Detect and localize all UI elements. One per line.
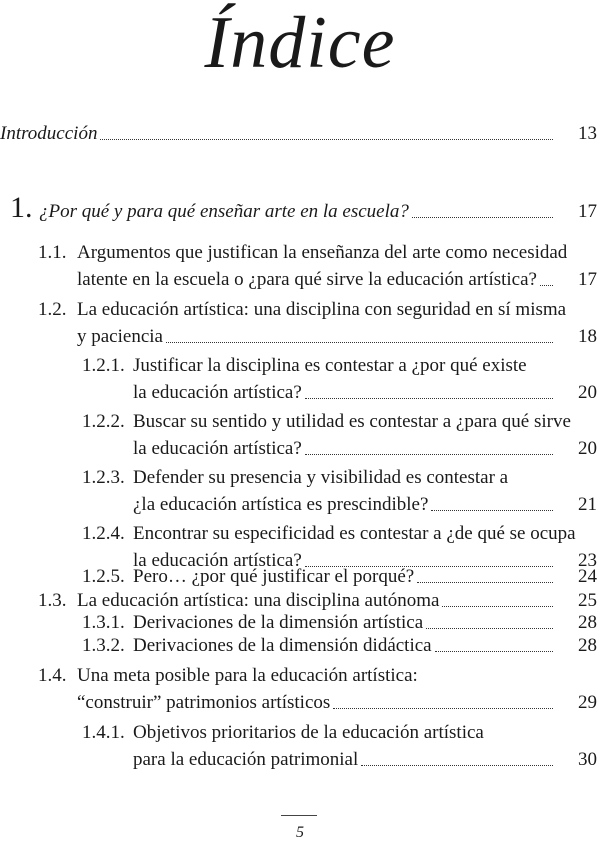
dot-leader — [412, 215, 553, 218]
toc-page-number: 30 — [578, 749, 597, 771]
toc-entry-title: “construir” patrimonios artísticos — [77, 692, 331, 714]
toc-entry-number: 1.2.3. — [82, 467, 125, 489]
dot-leader — [426, 626, 553, 629]
toc-entry-number: 1.3.1. — [82, 612, 125, 634]
dot-leader — [305, 452, 553, 455]
page-number: 5 — [296, 824, 304, 841]
dot-leader — [540, 283, 553, 286]
dot-leader — [417, 580, 553, 583]
toc-entry-number: 1.4.1. — [82, 722, 125, 744]
toc-entry-number: 1.3. — [38, 590, 67, 612]
toc-page-number: 23 — [578, 550, 597, 572]
toc-entry-title: la educación artística? — [133, 550, 302, 572]
toc-page-number: 28 — [578, 635, 597, 657]
dot-leader — [100, 137, 553, 140]
dot-leader — [442, 604, 553, 607]
toc-page-number: 17 — [578, 201, 597, 223]
toc-entry-title: Pero… ¿por qué justificar el porqué? — [133, 566, 415, 588]
toc-entry-title: ¿la educación artística es prescindible? — [133, 494, 429, 516]
toc-entry-title: ¿Por qué y para qué enseñar arte en la escuela? — [39, 201, 409, 223]
toc-entry-title: la educación artística? — [133, 438, 302, 460]
toc-entry-title: La educación artística: una disciplina con seguridad en sí misma — [77, 299, 567, 321]
toc-entry-title: latente en la escuela o ¿para qué sirve la educación artística? — [77, 269, 537, 291]
toc-entry-number: 1.2. — [38, 299, 67, 321]
toc-entry-title: para la educación patrimonial — [133, 749, 359, 771]
toc-entry-title: Derivaciones de la dimensión didáctica — [133, 635, 432, 657]
page-title: Índice — [204, 2, 396, 84]
toc-page-number: 20 — [578, 438, 597, 460]
footer-rule — [281, 815, 317, 816]
dot-leader — [361, 763, 553, 766]
toc-entry-title: Justificar la disciplina es contestar a ¿por qué existe — [133, 355, 527, 377]
toc-entry-title: La educación artística: una disciplina autónoma — [77, 590, 440, 612]
toc-entry-title: Argumentos que justifican la enseñanza del arte como necesidad — [77, 242, 568, 264]
dot-leader — [435, 649, 553, 652]
toc-page-number: 17 — [578, 269, 597, 291]
toc-entry-title: Buscar su sentido y utilidad es contestar a ¿para qué sirve — [133, 411, 571, 433]
toc-entry-title: Una meta posible para la educación artística: — [77, 665, 418, 687]
toc-entry-number: 1.4. — [38, 665, 67, 687]
toc-entry-number: 1.2.4. — [82, 523, 125, 545]
toc-page-number: 21 — [578, 494, 597, 516]
toc-page-number: 29 — [578, 692, 597, 714]
toc-entry-number: 1.3.2. — [82, 635, 125, 657]
toc-page-number: 28 — [578, 612, 597, 634]
toc-page-number: 13 — [578, 123, 597, 145]
toc-entry-title: Derivaciones de la dimensión artística — [133, 612, 424, 634]
toc-page-number: 24 — [578, 566, 597, 588]
dot-leader — [166, 340, 553, 343]
toc-entry-title: la educación artística? — [133, 382, 302, 404]
toc-entry-title: Introducción — [0, 123, 98, 145]
toc-entry-number: 1. — [10, 191, 33, 225]
toc-entry-number: 1.1. — [38, 242, 67, 264]
toc-entry-number: 1.2.1. — [82, 355, 125, 377]
toc-entry-number: 1.2.2. — [82, 411, 125, 433]
dot-leader — [305, 396, 553, 399]
toc-entry-title: Objetivos prioritarios de la educación artística — [133, 722, 484, 744]
toc-entry-title: Encontrar su especificidad es contestar a ¿de qué se ocupa — [133, 523, 576, 545]
toc-entry-number: 1.2.5. — [82, 566, 125, 588]
toc-entry-title: y paciencia — [77, 326, 163, 348]
dot-leader — [431, 508, 553, 511]
toc-page-number: 18 — [578, 326, 597, 348]
toc-page-number: 20 — [578, 382, 597, 404]
toc-page-number: 25 — [578, 590, 597, 612]
dot-leader — [333, 706, 553, 709]
toc-entry-title: Defender su presencia y visibilidad es contestar a — [133, 467, 509, 489]
